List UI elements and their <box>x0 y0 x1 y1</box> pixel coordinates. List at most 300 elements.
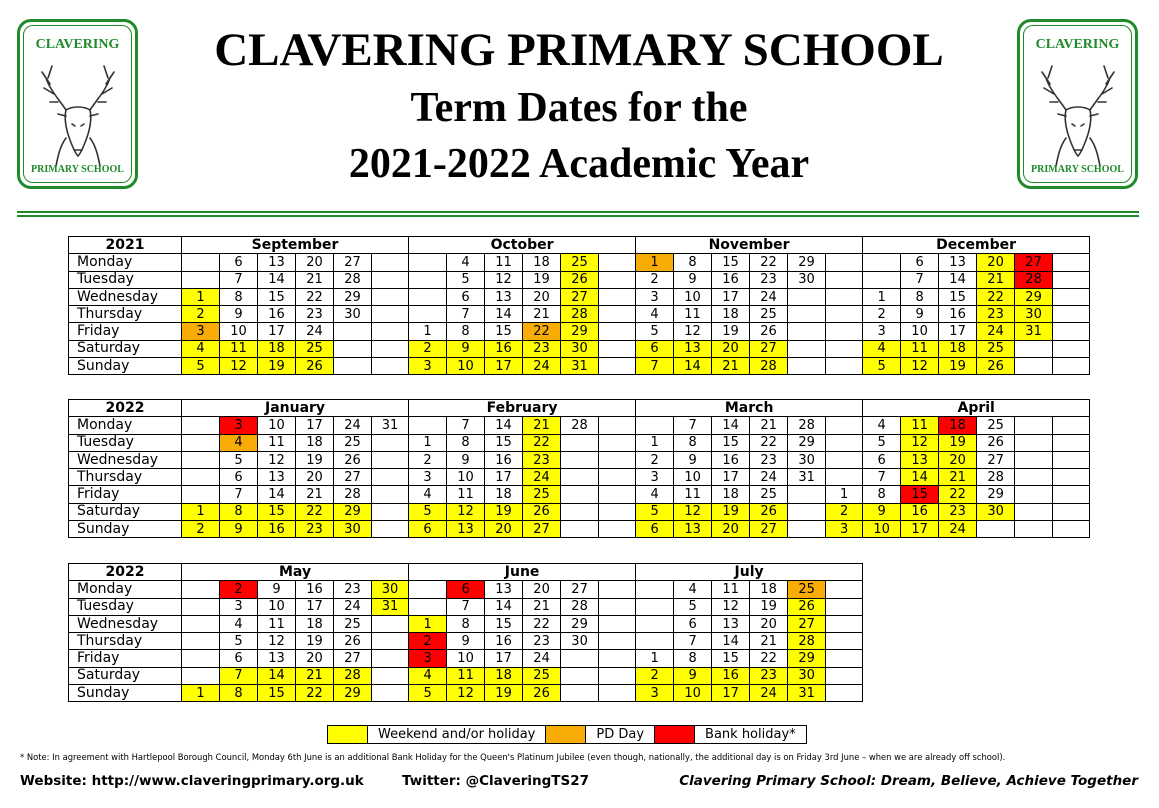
empty-cell <box>372 615 409 632</box>
date-cell: 24 <box>750 685 788 702</box>
date-cell: 3 <box>409 650 447 667</box>
date-cell: 6 <box>220 469 258 486</box>
empty-cell <box>826 288 863 305</box>
empty-cell <box>409 581 447 598</box>
date-cell: 31 <box>561 358 599 375</box>
year-label: 2022 <box>69 564 182 581</box>
date-cell: 28 <box>788 417 826 434</box>
date-cell: 2 <box>863 306 901 323</box>
weekday-label: Saturday <box>69 340 182 357</box>
date-cell: 1 <box>636 254 674 271</box>
date-cell: 6 <box>863 451 901 468</box>
date-cell: 31 <box>788 469 826 486</box>
empty-cell <box>788 521 826 538</box>
date-cell: 28 <box>334 667 372 684</box>
empty-cell <box>826 581 863 598</box>
empty-cell <box>182 598 220 615</box>
date-cell: 7 <box>863 469 901 486</box>
legend-swatch-bank-holiday <box>655 726 695 744</box>
empty-cell <box>182 451 220 468</box>
date-cell: 11 <box>220 340 258 357</box>
date-cell: 2 <box>182 306 220 323</box>
weekday-label: Friday <box>69 650 182 667</box>
empty-cell <box>826 451 863 468</box>
legend <box>327 725 807 744</box>
month-header: September <box>182 237 409 254</box>
empty-cell <box>372 271 409 288</box>
date-cell: 2 <box>409 340 447 357</box>
date-cell: 9 <box>901 306 939 323</box>
date-cell: 11 <box>447 486 485 503</box>
date-cell: 29 <box>788 254 826 271</box>
date-cell: 4 <box>447 254 485 271</box>
empty-cell <box>372 469 409 486</box>
empty-cell <box>372 358 409 375</box>
weekday-label: Sunday <box>69 358 182 375</box>
date-cell: 3 <box>636 288 674 305</box>
date-cell: 30 <box>561 633 599 650</box>
logo-name: CLAVERING <box>1035 37 1120 52</box>
date-cell: 25 <box>334 434 372 451</box>
calendar-block-2021 <box>68 236 1090 375</box>
date-cell: 5 <box>409 503 447 520</box>
date-cell: 10 <box>863 521 901 538</box>
date-cell: 9 <box>220 306 258 323</box>
date-cell: 27 <box>334 469 372 486</box>
date-cell: 23 <box>939 503 977 520</box>
date-cell: 13 <box>258 254 296 271</box>
empty-cell <box>1053 271 1090 288</box>
empty-cell <box>334 358 372 375</box>
date-cell: 9 <box>220 521 258 538</box>
school-logo-right <box>1017 19 1138 189</box>
date-cell: 25 <box>977 340 1015 357</box>
date-cell: 29 <box>788 650 826 667</box>
date-cell: 15 <box>712 254 750 271</box>
date-cell: 8 <box>901 288 939 305</box>
date-cell: 1 <box>409 323 447 340</box>
calendar-block-2022-spring <box>68 399 1090 538</box>
date-cell: 7 <box>674 417 712 434</box>
date-cell: 4 <box>182 340 220 357</box>
date-cell: 25 <box>523 486 561 503</box>
date-cell: 26 <box>750 503 788 520</box>
date-cell: 2 <box>636 271 674 288</box>
date-cell: 30 <box>1015 306 1053 323</box>
date-cell: 20 <box>296 254 334 271</box>
date-cell: 4 <box>674 581 712 598</box>
weekday-label: Tuesday <box>69 434 182 451</box>
empty-cell <box>636 417 674 434</box>
date-cell: 20 <box>712 521 750 538</box>
date-cell: 25 <box>296 340 334 357</box>
weekday-label: Monday <box>69 417 182 434</box>
empty-cell <box>561 667 599 684</box>
empty-cell <box>182 650 220 667</box>
date-cell: 18 <box>258 340 296 357</box>
date-cell: 22 <box>296 288 334 305</box>
date-cell: 9 <box>674 271 712 288</box>
date-cell: 18 <box>712 306 750 323</box>
date-cell: 27 <box>750 521 788 538</box>
empty-cell <box>599 685 636 702</box>
date-cell: 16 <box>712 271 750 288</box>
empty-cell <box>372 685 409 702</box>
empty-cell <box>372 650 409 667</box>
date-cell: 17 <box>296 598 334 615</box>
empty-cell <box>372 633 409 650</box>
date-cell: 5 <box>636 503 674 520</box>
date-cell: 19 <box>485 685 523 702</box>
date-cell: 22 <box>296 503 334 520</box>
legend-swatch-weekend <box>328 726 368 744</box>
date-cell: 31 <box>372 598 409 615</box>
date-cell: 19 <box>939 434 977 451</box>
empty-cell <box>1053 306 1090 323</box>
date-cell: 1 <box>182 288 220 305</box>
date-cell: 24 <box>334 417 372 434</box>
date-cell: 3 <box>182 323 220 340</box>
empty-cell <box>863 254 901 271</box>
date-cell: 18 <box>296 615 334 632</box>
date-cell: 30 <box>334 306 372 323</box>
date-cell: 10 <box>447 358 485 375</box>
empty-cell <box>409 598 447 615</box>
empty-cell <box>372 667 409 684</box>
date-cell: 11 <box>447 667 485 684</box>
date-cell: 19 <box>523 271 561 288</box>
date-cell: 1 <box>409 615 447 632</box>
weekday-label: Saturday <box>69 503 182 520</box>
date-cell: 1 <box>826 486 863 503</box>
empty-cell <box>1053 469 1090 486</box>
date-cell: 5 <box>863 434 901 451</box>
date-cell: 4 <box>863 417 901 434</box>
date-cell: 7 <box>636 358 674 375</box>
empty-cell <box>372 503 409 520</box>
empty-cell <box>599 521 636 538</box>
date-cell: 28 <box>561 306 599 323</box>
date-cell: 24 <box>939 521 977 538</box>
weekday-label: Tuesday <box>69 598 182 615</box>
legend-label-pd-day: PD Day <box>586 726 655 744</box>
month-header: June <box>409 564 636 581</box>
date-cell: 13 <box>674 340 712 357</box>
date-cell: 18 <box>485 486 523 503</box>
date-cell: 10 <box>901 323 939 340</box>
empty-cell <box>1015 451 1053 468</box>
empty-cell <box>1053 254 1090 271</box>
date-cell: 14 <box>901 469 939 486</box>
empty-cell <box>636 615 674 632</box>
date-cell: 5 <box>220 451 258 468</box>
subtitle-line: Term Dates for the <box>410 85 748 131</box>
date-cell: 4 <box>636 486 674 503</box>
weekday-label: Sunday <box>69 685 182 702</box>
date-cell: 13 <box>258 469 296 486</box>
date-cell: 12 <box>674 323 712 340</box>
date-cell: 2 <box>182 521 220 538</box>
date-cell: 18 <box>939 417 977 434</box>
date-cell: 4 <box>409 667 447 684</box>
date-cell: 13 <box>447 521 485 538</box>
empty-cell <box>409 306 447 323</box>
date-cell: 22 <box>523 615 561 632</box>
empty-cell <box>1015 503 1053 520</box>
empty-cell <box>788 323 826 340</box>
date-cell: 6 <box>674 615 712 632</box>
date-cell: 10 <box>674 685 712 702</box>
date-cell: 3 <box>636 469 674 486</box>
date-cell: 27 <box>334 650 372 667</box>
date-cell: 2 <box>826 503 863 520</box>
empty-cell <box>561 685 599 702</box>
empty-cell <box>372 340 409 357</box>
date-cell: 8 <box>220 685 258 702</box>
weekday-label: Saturday <box>69 667 182 684</box>
date-cell: 15 <box>485 323 523 340</box>
date-cell: 1 <box>636 650 674 667</box>
date-cell: 9 <box>447 340 485 357</box>
date-cell: 23 <box>296 521 334 538</box>
month-header: December <box>863 237 1090 254</box>
logo-subtitle: PRIMARY SCHOOL <box>1031 164 1124 175</box>
empty-cell <box>977 521 1015 538</box>
empty-cell <box>826 685 863 702</box>
date-cell: 1 <box>182 685 220 702</box>
date-cell: 29 <box>561 615 599 632</box>
date-cell: 28 <box>334 486 372 503</box>
date-cell: 8 <box>447 615 485 632</box>
date-cell: 19 <box>296 451 334 468</box>
date-cell: 7 <box>674 633 712 650</box>
date-cell: 25 <box>750 486 788 503</box>
date-cell: 10 <box>674 469 712 486</box>
date-cell: 28 <box>561 417 599 434</box>
date-cell: 17 <box>296 417 334 434</box>
date-cell: 2 <box>220 581 258 598</box>
empty-cell <box>1015 521 1053 538</box>
date-cell: 29 <box>334 685 372 702</box>
empty-cell <box>561 469 599 486</box>
date-cell: 24 <box>750 469 788 486</box>
date-cell: 30 <box>788 451 826 468</box>
date-cell: 26 <box>750 323 788 340</box>
date-cell: 20 <box>523 288 561 305</box>
date-cell: 12 <box>712 598 750 615</box>
date-cell: 15 <box>258 288 296 305</box>
date-cell: 6 <box>636 340 674 357</box>
date-cell: 17 <box>712 685 750 702</box>
empty-cell <box>599 581 636 598</box>
weekday-label: Thursday <box>69 306 182 323</box>
date-cell: 16 <box>939 306 977 323</box>
date-cell: 23 <box>750 271 788 288</box>
divider-rule <box>17 211 1139 213</box>
date-cell: 9 <box>863 503 901 520</box>
logo-name: CLAVERING <box>35 37 120 52</box>
date-cell: 27 <box>750 340 788 357</box>
date-cell: 6 <box>447 581 485 598</box>
empty-cell <box>182 254 220 271</box>
weekday-label: Wednesday <box>69 288 182 305</box>
calendar-block-2022-summer <box>68 563 863 702</box>
month-header: March <box>636 400 863 417</box>
empty-cell <box>599 306 636 323</box>
date-cell: 16 <box>712 667 750 684</box>
empty-cell <box>636 598 674 615</box>
empty-cell <box>372 486 409 503</box>
date-cell: 28 <box>788 633 826 650</box>
empty-cell <box>826 323 863 340</box>
date-cell: 11 <box>712 581 750 598</box>
empty-cell <box>788 340 826 357</box>
date-cell: 3 <box>220 417 258 434</box>
date-cell: 8 <box>674 434 712 451</box>
date-cell: 3 <box>409 358 447 375</box>
empty-cell <box>826 417 863 434</box>
date-cell: 4 <box>863 340 901 357</box>
date-cell: 21 <box>977 271 1015 288</box>
date-cell: 24 <box>523 650 561 667</box>
date-cell: 17 <box>485 650 523 667</box>
empty-cell <box>1053 451 1090 468</box>
date-cell: 5 <box>447 271 485 288</box>
empty-cell <box>599 633 636 650</box>
date-cell: 29 <box>977 486 1015 503</box>
date-cell: 20 <box>523 581 561 598</box>
empty-cell <box>372 323 409 340</box>
date-cell: 22 <box>750 434 788 451</box>
date-cell: 2 <box>409 451 447 468</box>
date-cell: 20 <box>485 521 523 538</box>
date-cell: 11 <box>674 306 712 323</box>
date-cell: 14 <box>939 271 977 288</box>
date-cell: 12 <box>447 685 485 702</box>
month-header: May <box>182 564 409 581</box>
date-cell: 15 <box>712 650 750 667</box>
weekday-label: Sunday <box>69 521 182 538</box>
date-cell: 11 <box>258 434 296 451</box>
date-cell: 7 <box>220 667 258 684</box>
empty-cell <box>599 254 636 271</box>
date-cell: 26 <box>523 685 561 702</box>
date-cell: 9 <box>674 451 712 468</box>
empty-cell <box>788 288 826 305</box>
divider-rule <box>17 215 1139 217</box>
date-cell: 14 <box>485 598 523 615</box>
empty-cell <box>826 615 863 632</box>
date-cell: 16 <box>258 306 296 323</box>
empty-cell <box>372 451 409 468</box>
empty-cell <box>863 271 901 288</box>
date-cell: 9 <box>674 667 712 684</box>
date-cell: 25 <box>977 417 1015 434</box>
date-cell: 30 <box>372 581 409 598</box>
date-cell: 13 <box>712 615 750 632</box>
empty-cell <box>826 650 863 667</box>
month-header: November <box>636 237 863 254</box>
date-cell: 15 <box>712 434 750 451</box>
date-cell: 1 <box>863 288 901 305</box>
empty-cell <box>599 486 636 503</box>
date-cell: 18 <box>485 667 523 684</box>
date-cell: 12 <box>901 358 939 375</box>
date-cell: 30 <box>788 667 826 684</box>
date-cell: 5 <box>182 358 220 375</box>
date-cell: 5 <box>409 685 447 702</box>
date-cell: 30 <box>977 503 1015 520</box>
empty-cell <box>561 486 599 503</box>
date-cell: 23 <box>750 451 788 468</box>
empty-cell <box>599 469 636 486</box>
empty-cell <box>1015 417 1053 434</box>
date-cell: 19 <box>939 358 977 375</box>
empty-cell <box>372 306 409 323</box>
date-cell: 22 <box>939 486 977 503</box>
date-cell: 10 <box>447 650 485 667</box>
date-cell: 26 <box>334 451 372 468</box>
date-cell: 15 <box>939 288 977 305</box>
empty-cell <box>599 358 636 375</box>
date-cell: 3 <box>409 469 447 486</box>
date-cell: 17 <box>485 358 523 375</box>
date-cell: 9 <box>447 451 485 468</box>
date-cell: 21 <box>750 633 788 650</box>
date-cell: 13 <box>674 521 712 538</box>
twitter-handle[interactable]: Twitter: @ClaveringTS27 <box>402 773 590 789</box>
date-cell: 18 <box>296 434 334 451</box>
date-cell: 15 <box>258 503 296 520</box>
empty-cell <box>599 598 636 615</box>
empty-cell <box>788 486 826 503</box>
weekday-label: Wednesday <box>69 615 182 632</box>
school-name-heading: CLAVERING PRIMARY SCHOOL <box>214 24 944 76</box>
date-cell: 5 <box>863 358 901 375</box>
date-cell: 3 <box>636 685 674 702</box>
academic-year-heading: 2021-2022 Academic Year <box>348 141 810 187</box>
date-cell: 19 <box>485 503 523 520</box>
month-header: October <box>409 237 636 254</box>
date-cell: 26 <box>788 598 826 615</box>
date-cell: 7 <box>447 417 485 434</box>
empty-cell <box>599 615 636 632</box>
date-cell: 31 <box>1015 323 1053 340</box>
date-cell: 7 <box>447 306 485 323</box>
date-cell: 20 <box>712 340 750 357</box>
month-header: July <box>636 564 863 581</box>
date-cell: 21 <box>939 469 977 486</box>
date-cell: 12 <box>674 503 712 520</box>
logo-subtitle: PRIMARY SCHOOL <box>31 164 124 175</box>
empty-cell <box>1015 358 1053 375</box>
date-cell: 7 <box>220 271 258 288</box>
date-cell: 14 <box>485 306 523 323</box>
date-cell: 4 <box>409 486 447 503</box>
empty-cell <box>182 633 220 650</box>
date-cell: 10 <box>258 598 296 615</box>
date-cell: 17 <box>939 323 977 340</box>
weekday-label: Friday <box>69 323 182 340</box>
date-cell: 12 <box>447 503 485 520</box>
date-cell: 2 <box>409 633 447 650</box>
website-link[interactable]: Website: http://www.claveringprimary.org.uk <box>20 773 364 789</box>
empty-cell <box>182 434 220 451</box>
date-cell: 12 <box>258 451 296 468</box>
empty-cell <box>409 254 447 271</box>
empty-cell <box>561 451 599 468</box>
weekday-label: Thursday <box>69 469 182 486</box>
